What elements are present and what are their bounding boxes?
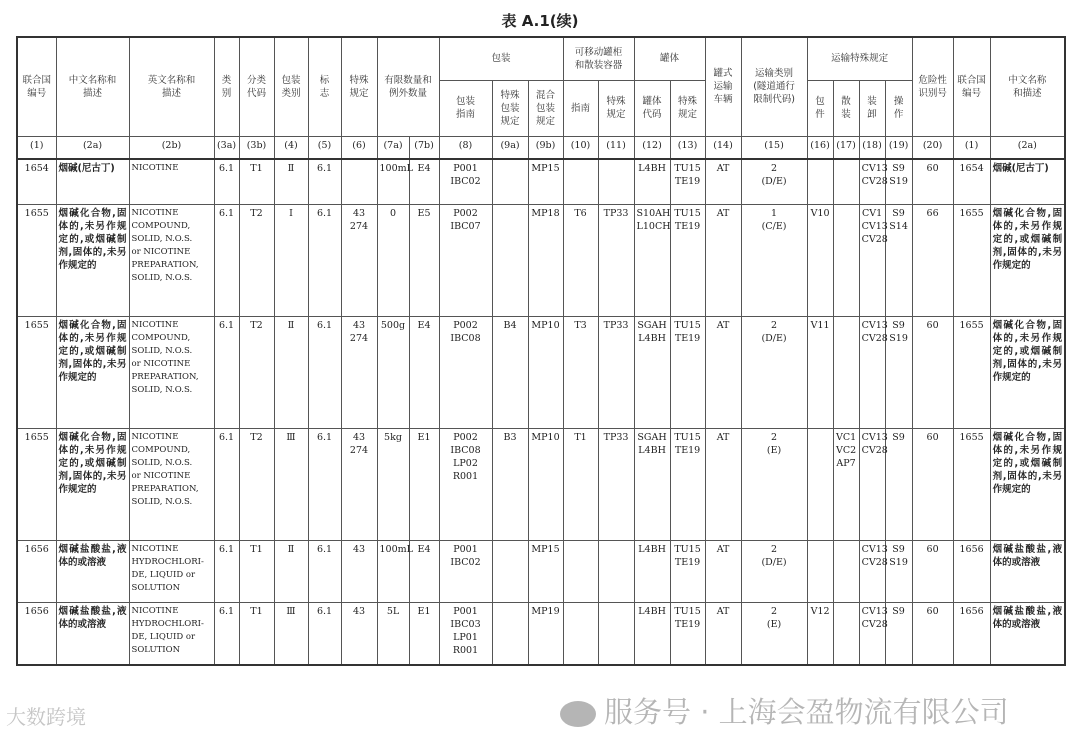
column-number: (4) <box>274 136 308 159</box>
column-number: (11) <box>598 136 634 159</box>
table-cell: AT <box>705 205 741 317</box>
table-cell: 6.1 <box>308 159 341 205</box>
table-row <box>17 541 1065 603</box>
table-cell: 6.1 <box>308 317 341 429</box>
table-cell: NICOTINE COMPOUND, SOLID, N.O.S. or NICOTINE PREPARATION, SOLID, N.O.S. <box>129 205 214 317</box>
table-cell: 6.1 <box>214 159 239 205</box>
table-cell: NICOTINE HYDROCHLORI- DE, LIQUID or SOLUTION <box>129 603 214 665</box>
table-cell <box>833 317 859 429</box>
table-cell: 烟碱盐酸盐,液体的或溶液 <box>990 603 1065 665</box>
header-label: 标 志 <box>308 37 341 136</box>
header-limited-quantity: 有限数量和 例外数量 <box>377 37 439 136</box>
table-cell: S9 S19 <box>885 317 912 429</box>
table-cell: SGAH L4BH <box>634 429 670 541</box>
column-number: (2a) <box>990 136 1065 159</box>
table-cell: 60 <box>912 603 953 665</box>
table-cell: 100mL <box>377 159 409 205</box>
service-watermark <box>560 694 1009 730</box>
table-cell: 烟碱化合物,固体的,未另作规定的,或烟碱制剂,固体的,未另作规定的 <box>56 205 129 317</box>
table-cell: S9 S19 <box>885 159 912 205</box>
table-cell: B4 <box>492 317 528 429</box>
table-cell: 6.1 <box>308 205 341 317</box>
table-cell: T1 <box>563 429 598 541</box>
table-cell: 43 <box>341 603 377 665</box>
table-cell: T6 <box>563 205 598 317</box>
table-cell: 60 <box>912 159 953 205</box>
table-cell: E5 <box>409 205 439 317</box>
column-number: (9a) <box>492 136 528 159</box>
table-cell: 5L <box>377 603 409 665</box>
column-number: (9b) <box>528 136 563 159</box>
column-number: (19) <box>885 136 912 159</box>
table-cell: 2 (D/E) <box>741 317 807 429</box>
table-cell: AT <box>705 429 741 541</box>
table-cell: Ⅱ <box>274 159 308 205</box>
table-cell: 6.1 <box>308 603 341 665</box>
table-cell: B3 <box>492 429 528 541</box>
column-number: (1) <box>953 136 990 159</box>
table-row <box>17 429 1065 541</box>
table-cell: CV13 CV28 <box>859 603 885 665</box>
column-number: (5) <box>308 136 341 159</box>
table-cell: AT <box>705 603 741 665</box>
table-cell: T2 <box>239 317 274 429</box>
table-cell: V10 <box>807 205 833 317</box>
table-cell: Ⅱ <box>274 317 308 429</box>
table-cell: 43 <box>341 541 377 603</box>
table-cell: P002 IBC08 LP02 R001 <box>439 429 492 541</box>
table-cell <box>807 159 833 205</box>
table-cell: TU15 TE19 <box>670 429 705 541</box>
table-cell: L4BH <box>634 541 670 603</box>
table-cell: P002 IBC08 <box>439 317 492 429</box>
table-cell: MP19 <box>528 603 563 665</box>
table-cell: E4 <box>409 317 439 429</box>
header-pack-instructions: 包装 指南 <box>439 80 492 136</box>
table-cell <box>598 603 634 665</box>
table-cell <box>833 159 859 205</box>
column-number: (7b) <box>409 136 439 159</box>
table-cell <box>341 159 377 205</box>
column-number: (17) <box>833 136 859 159</box>
header-transport-special: 运输特殊规定 <box>807 37 912 80</box>
table-cell: E4 <box>409 159 439 205</box>
table-cell: 6.1 <box>214 603 239 665</box>
column-number: (13) <box>670 136 705 159</box>
table-title: 表 A.1(续) <box>501 12 579 30</box>
column-number: (10) <box>563 136 598 159</box>
table-cell: MP18 <box>528 205 563 317</box>
table-cell: 1656 <box>17 541 56 603</box>
column-number: (20) <box>912 136 953 159</box>
header-portable-tanks: 可移动罐柜 和散装容器 <box>563 37 634 80</box>
header-name-zh-2: 中文名称 和描述 <box>990 37 1065 136</box>
table-cell: T1 <box>239 603 274 665</box>
table-cell: TU15 TE19 <box>670 541 705 603</box>
table-cell: 1656 <box>953 603 990 665</box>
header-mixed-pack: 混合 包装 规定 <box>528 80 563 136</box>
table-cell: 100mL <box>377 541 409 603</box>
table-cell: Ⅰ <box>274 205 308 317</box>
header-pt-special: 特殊 规定 <box>598 80 634 136</box>
table-cell: 66 <box>912 205 953 317</box>
table-cell: 1655 <box>17 429 56 541</box>
table-cell: 6.1 <box>214 429 239 541</box>
table-cell: 烟碱化合物,固体的,未另作规定的,或烟碱制剂,固体的,未另作规定的 <box>56 429 129 541</box>
column-number: (1) <box>17 136 56 159</box>
table-cell: 2 (D/E) <box>741 541 807 603</box>
column-number: (2a) <box>56 136 129 159</box>
table-cell: L4BH <box>634 159 670 205</box>
table-cell: V12 <box>807 603 833 665</box>
table-cell <box>492 205 528 317</box>
header-un-no: 联合国 编号 <box>17 37 56 136</box>
table-cell: 烟碱化合物,固体的,未另作规定的,或烟碱制剂,固体的,未另作规定的 <box>990 429 1065 541</box>
table-cell: L4BH <box>634 603 670 665</box>
table-cell: E1 <box>409 429 439 541</box>
table-cell: 烟碱盐酸盐,液体的或溶液 <box>56 541 129 603</box>
header-tank-vehicle: 罐式 运输 车辆 <box>705 37 741 136</box>
service-watermark-text: 服务号 · 上海会盈物流有限公司 <box>604 695 1009 729</box>
table-cell: T1 <box>239 541 274 603</box>
table-cell <box>563 603 598 665</box>
table-row <box>17 159 1065 205</box>
table-cell: AT <box>705 159 741 205</box>
column-number: (2b) <box>129 136 214 159</box>
table-cell: NICOTINE COMPOUND, SOLID, N.O.S. or NICOTINE PREPARATION, SOLID, N.O.S. <box>129 429 214 541</box>
column-number: (12) <box>634 136 670 159</box>
table-cell: 60 <box>912 429 953 541</box>
table-row <box>17 205 1065 317</box>
table-cell: 1655 <box>953 429 990 541</box>
table-cell: T2 <box>239 429 274 541</box>
table-cell: T2 <box>239 205 274 317</box>
table-cell: 1655 <box>17 205 56 317</box>
table-cell: S9 S14 <box>885 205 912 317</box>
table-cell: 43 274 <box>341 429 377 541</box>
table-cell: 1655 <box>17 317 56 429</box>
table-cell: 60 <box>912 541 953 603</box>
table-cell <box>598 541 634 603</box>
table-cell: P001 IBC03 LP01 R001 <box>439 603 492 665</box>
table-cell: TU15 TE19 <box>670 603 705 665</box>
table-cell: E4 <box>409 541 439 603</box>
table-cell: 2 (D/E) <box>741 159 807 205</box>
wechat-icon <box>560 701 596 727</box>
header-un-no-2: 联合国 编号 <box>953 37 990 136</box>
header-pack-special: 特殊 包装 规定 <box>492 80 528 136</box>
column-number: (18) <box>859 136 885 159</box>
table-cell: 6.1 <box>308 541 341 603</box>
table-cell: 6.1 <box>214 205 239 317</box>
table-cell: 1 (C/E) <box>741 205 807 317</box>
table-cell: S9 <box>885 603 912 665</box>
table-cell: 1654 <box>953 159 990 205</box>
table-cell: 500g <box>377 317 409 429</box>
table-cell: TU15 TE19 <box>670 317 705 429</box>
table-cell: TP33 <box>598 429 634 541</box>
table-cell <box>833 541 859 603</box>
header-ts-packages: 包 件 <box>807 80 833 136</box>
table-cell: Ⅲ <box>274 429 308 541</box>
header-ts-bulk: 散 装 <box>833 80 859 136</box>
table-cell: S10AH L10CH <box>634 205 670 317</box>
column-number: (6) <box>341 136 377 159</box>
header-tank-special: 特殊 规定 <box>670 80 705 136</box>
table-cell: S9 S19 <box>885 541 912 603</box>
table-cell: 烟碱盐酸盐,液体的或溶液 <box>56 603 129 665</box>
table-cell: AT <box>705 541 741 603</box>
table-cell: 1656 <box>17 603 56 665</box>
table-cell: 6.1 <box>308 429 341 541</box>
header-name-en: 英文名称和 描述 <box>129 37 214 136</box>
column-number: (3a) <box>214 136 239 159</box>
table-cell: 5kg <box>377 429 409 541</box>
table-cell: 烟碱(尼古丁) <box>990 159 1065 205</box>
table-cell: 2 (E) <box>741 603 807 665</box>
table-cell: 60 <box>912 317 953 429</box>
table-cell <box>492 541 528 603</box>
table-cell: CV1 CV13 CV28 <box>859 205 885 317</box>
brand-watermark: 大数跨境 <box>6 705 86 729</box>
table-cell: 烟碱化合物,固体的,未另作规定的,或烟碱制剂,固体的,未另作规定的 <box>990 317 1065 429</box>
table-cell: CV13 CV28 <box>859 317 885 429</box>
column-number: (7a) <box>377 136 409 159</box>
table-cell: SGAH L4BH <box>634 317 670 429</box>
table-cell: 43 274 <box>341 205 377 317</box>
table-cell: 烟碱(尼古丁) <box>56 159 129 205</box>
header-hazard-id: 危险性 识别号 <box>912 37 953 136</box>
table-cell <box>807 541 833 603</box>
table-cell: CV13 CV28 <box>859 429 885 541</box>
header-packing-group: 包装 类别 <box>274 37 308 136</box>
table-cell <box>833 205 859 317</box>
table-cell: CV13 CV28 <box>859 541 885 603</box>
header-class: 类 别 <box>214 37 239 136</box>
table-cell: AT <box>705 317 741 429</box>
table-cell: 6.1 <box>214 541 239 603</box>
header-special-provisions: 特殊 规定 <box>341 37 377 136</box>
table-cell <box>492 603 528 665</box>
table-cell: MP10 <box>528 429 563 541</box>
table-row <box>17 603 1065 665</box>
table-cell: MP10 <box>528 317 563 429</box>
table-cell: T1 <box>239 159 274 205</box>
table-cell: 烟碱化合物,固体的,未另作规定的,或烟碱制剂,固体的,未另作规定的 <box>56 317 129 429</box>
table-cell: 烟碱化合物,固体的,未另作规定的,或烟碱制剂,固体的,未另作规定的 <box>990 205 1065 317</box>
table-cell <box>492 159 528 205</box>
table-cell: NICOTINE HYDROCHLORI- DE, LIQUID or SOLUTION <box>129 541 214 603</box>
table-cell: 1654 <box>17 159 56 205</box>
table-cell <box>563 541 598 603</box>
table-cell: P001 IBC02 <box>439 159 492 205</box>
column-number: (8) <box>439 136 492 159</box>
header-packaging: 包装 <box>439 37 563 80</box>
header-ts-loading: 装 卸 <box>859 80 885 136</box>
header-pt-instructions: 指南 <box>563 80 598 136</box>
dangerous-goods-table <box>16 36 1066 666</box>
header-ts-operation: 操 作 <box>885 80 912 136</box>
table-cell: Ⅲ <box>274 603 308 665</box>
table-cell: E1 <box>409 603 439 665</box>
table-cell <box>598 159 634 205</box>
table-cell: Ⅱ <box>274 541 308 603</box>
column-number: (3b) <box>239 136 274 159</box>
header-class-code: 分类 代码 <box>239 37 274 136</box>
table-cell: NICOTINE COMPOUND, SOLID, N.O.S. or NICOTINE PREPARATION, SOLID, N.O.S. <box>129 317 214 429</box>
header-tank-code: 罐体 代码 <box>634 80 670 136</box>
table-cell: VC1 VC2 AP7 <box>833 429 859 541</box>
table-cell: TU15 TE19 <box>670 159 705 205</box>
table-cell: V11 <box>807 317 833 429</box>
column-number: (14) <box>705 136 741 159</box>
table-cell: MP15 <box>528 159 563 205</box>
table-cell: 1656 <box>953 541 990 603</box>
table-cell: T3 <box>563 317 598 429</box>
table-cell: 0 <box>377 205 409 317</box>
column-number: (16) <box>807 136 833 159</box>
table-cell: CV13 CV28 <box>859 159 885 205</box>
table-cell: P002 IBC07 <box>439 205 492 317</box>
table-cell <box>563 159 598 205</box>
table-cell: NICOTINE <box>129 159 214 205</box>
header-name-zh: 中文名称和 描述 <box>56 37 129 136</box>
column-number-row <box>17 136 1065 159</box>
table-cell: TP33 <box>598 317 634 429</box>
table-cell: TP33 <box>598 205 634 317</box>
table-cell <box>833 603 859 665</box>
header-transport-category: 运输类别 (隧道通行 限制代码) <box>741 37 807 136</box>
table-cell: S9 <box>885 429 912 541</box>
table-cell: 烟碱盐酸盐,液体的或溶液 <box>990 541 1065 603</box>
table-row <box>17 317 1065 429</box>
table-cell: 1655 <box>953 317 990 429</box>
table-cell <box>807 429 833 541</box>
header-tank: 罐体 <box>634 37 705 80</box>
table-cell: P001 IBC02 <box>439 541 492 603</box>
table-cell: 2 (E) <box>741 429 807 541</box>
table-cell: MP15 <box>528 541 563 603</box>
table-cell: 6.1 <box>214 317 239 429</box>
table-cell: 43 274 <box>341 317 377 429</box>
table-cell: TU15 TE19 <box>670 205 705 317</box>
table-cell: 1655 <box>953 205 990 317</box>
column-number: (15) <box>741 136 807 159</box>
